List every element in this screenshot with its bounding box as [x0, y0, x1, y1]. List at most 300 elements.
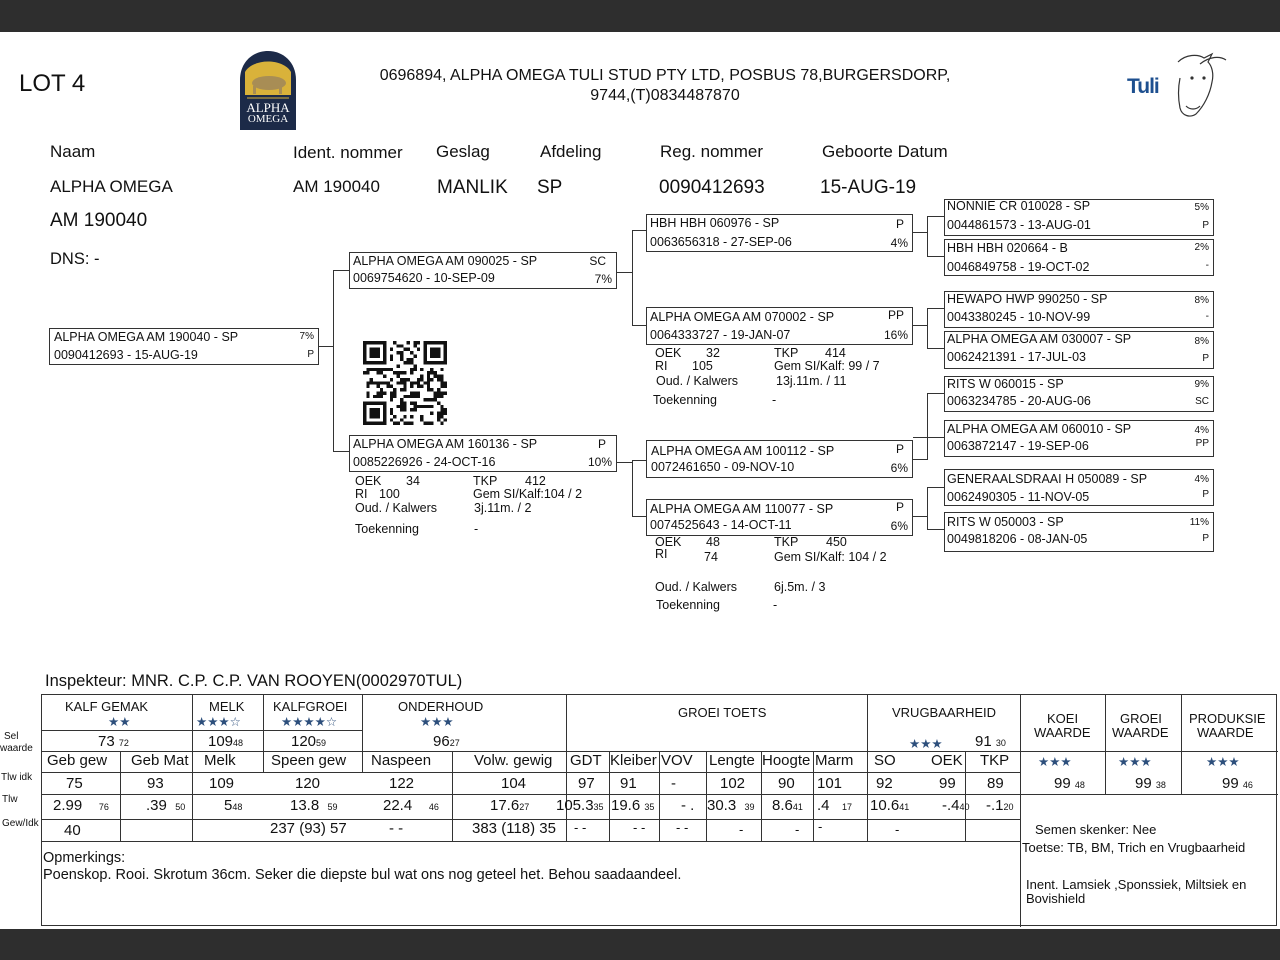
tests-info: Toetse: TB, BM, Trich en Vrugbaarheid — [1022, 840, 1246, 855]
sel-kalfgroei-acc: 59 — [316, 738, 327, 748]
connector-line — [927, 308, 928, 349]
ss-pct: 4% — [890, 236, 908, 250]
sd-oud-value: 13j.11m. / 11 — [776, 374, 847, 388]
connector-line — [913, 325, 928, 326]
sel-vrugbaarheid-acc: 30 — [995, 738, 1006, 748]
tlw-oek-acc: 40 — [959, 802, 970, 812]
dam-oek-label: OEK — [355, 474, 382, 488]
pedigree-subject — [49, 328, 319, 365]
group-vrugbaarheid: VRUGBAARHEID — [892, 705, 997, 720]
gen4-3-line-1: HEWAPO HWP 990250 - SP — [947, 292, 1108, 306]
gen4-1-line-1: NONNIE CR 010028 - SP — [947, 199, 1091, 213]
vaccinations-line-2: Bovishield — [1026, 891, 1086, 906]
subject-code: P — [307, 349, 314, 360]
grid-line — [566, 695, 567, 841]
dd-toek-label: Toekenning — [656, 598, 720, 612]
sel-kalf-gemak — [98, 733, 129, 750]
pedigree-gen4-2 — [944, 239, 1214, 276]
gew-idk-lengte: - — [739, 822, 744, 837]
side-label-tlw-idk: Tlw idk — [1, 772, 33, 783]
gen4-6-line-1: ALPHA OMEGA AM 060010 - SP — [947, 422, 1132, 436]
col-kleiber: Kleiber — [610, 752, 657, 769]
koei-waarde-value: 99 — [1054, 775, 1071, 792]
tlw-kleiber-acc: 35 — [644, 802, 655, 812]
group-groei-line-2: WAARDE — [1112, 725, 1169, 740]
gen4-7-line-2: 0062490305 - 11-NOV-05 — [947, 490, 1090, 504]
gen4-8-code: P — [1202, 533, 1209, 544]
tlw-hoogte — [772, 797, 803, 814]
sel-vrugbaarheid-value: 91 — [975, 733, 992, 750]
grid-line — [965, 751, 966, 841]
gen4-6-line-2: 0063872147 - 19-SEP-06 — [947, 439, 1089, 453]
dam-oud-value: 3j.11m. / 2 — [474, 501, 532, 515]
tlw-oek-value: -.4 — [942, 797, 960, 814]
dd-ri-value: 74 — [704, 550, 718, 564]
tlw-gdt — [556, 797, 604, 814]
stars-kalfgroei: ★★★★☆ — [281, 715, 338, 729]
pedigree-gen4-1 — [944, 199, 1214, 236]
pedigree-dam-dam — [646, 499, 913, 536]
tlw-tkp — [986, 797, 1014, 814]
connector-line — [927, 529, 944, 530]
stars-groei: ★★★ — [1118, 755, 1152, 769]
group-kalf-gemak: KALF GEMAK — [65, 699, 149, 714]
ds-line-1: ALPHA OMEGA AM 100112 - SP — [651, 444, 835, 458]
sd-toek-label: Toekenning — [653, 393, 717, 407]
grid-line — [362, 695, 363, 773]
gen4-4-code: P — [1202, 353, 1209, 364]
col-marm: Marm — [815, 752, 854, 769]
tlw-idk-speen-gew: 120 — [295, 775, 321, 792]
gew-idk-gdt: - - — [574, 820, 587, 835]
pedigree-gen4-3 — [944, 291, 1214, 328]
logo-text-omega: OMEGA — [247, 113, 289, 125]
tlw-so-acc: 41 — [899, 802, 910, 812]
grid-line — [42, 730, 363, 731]
sel-kalfgroei — [291, 733, 326, 750]
col-gdt: GDT — [570, 752, 602, 769]
ds-line-2: 0072461650 - 09-NOV-10 — [651, 460, 795, 474]
pedigree-gen4-7 — [944, 469, 1214, 506]
gen4-5-line-1: RITS W 060015 - SP — [947, 377, 1064, 391]
dam-ri-label: RI — [355, 487, 368, 501]
tlw-speen-gew — [290, 797, 338, 814]
dd-oek-value: 48 — [706, 535, 720, 549]
gen4-8-pct: 11% — [1189, 517, 1209, 528]
grid-line — [452, 751, 453, 841]
connector-line — [632, 460, 633, 517]
sel-melk-value: 109 — [208, 733, 234, 750]
groei-waarde-acc: 38 — [1155, 780, 1166, 790]
label-reg: Reg. nommer — [660, 142, 763, 161]
gew-idk-speen-gew: 237 (93) 57 — [270, 820, 347, 837]
col-lengte: Lengte — [709, 752, 755, 769]
animal-sex: MANLIK — [437, 177, 508, 198]
col-geb-mat: Geb Mat — [131, 752, 189, 769]
gen4-5-line-2: 0063234785 - 20-AUG-06 — [947, 394, 1091, 408]
subject-pct: 7% — [299, 331, 314, 342]
connector-line — [927, 256, 944, 257]
dd-toek-value: - — [773, 598, 778, 612]
dd-oud-label: Oud. / Kalwers — [655, 580, 737, 594]
tlw-idk-oek: 99 — [939, 775, 956, 792]
ds-pct: 6% — [890, 461, 908, 475]
tlw-geb-gew-value: 2.99 — [53, 797, 83, 814]
tlw-oek — [942, 797, 970, 814]
dns-status: DNS: - — [50, 250, 100, 268]
grid-line — [706, 751, 707, 841]
tlw-lengte — [707, 797, 755, 814]
breeder-line-2: 9744,(T)0834487870 — [590, 87, 740, 104]
tlw-naspeen-value: 22.4 — [383, 797, 413, 814]
dam-tkp-value: 412 — [525, 474, 546, 488]
connector-line — [333, 270, 350, 271]
sire-line-1: ALPHA OMEGA AM 090025 - SP — [353, 254, 538, 268]
dd-tkp-label: TKP — [774, 535, 799, 549]
gen4-5-pct: 9% — [1194, 379, 1209, 390]
group-produksie-line-2: WAARDE — [1197, 725, 1254, 740]
group-koei-line-2: WAARDE — [1034, 725, 1091, 740]
tlw-naspeen — [383, 797, 439, 814]
pedigree-dam — [349, 435, 617, 472]
gen4-4-line-1: ALPHA OMEGA AM 030007 - SP — [947, 332, 1132, 346]
connector-line — [927, 437, 928, 460]
grid-line — [1105, 695, 1106, 794]
connector-line — [927, 216, 944, 217]
tlw-lengte-acc: 39 — [744, 802, 755, 812]
gen4-4-pct: 8% — [1194, 336, 1209, 347]
sd-ri-value: 105 — [692, 359, 713, 373]
gen4-2-line-2: 0046849758 - 19-OCT-02 — [947, 260, 1090, 274]
tlw-geb-gew — [53, 797, 109, 814]
connector-line — [927, 308, 944, 309]
pedigree-gen4-5 — [944, 376, 1214, 412]
col-naspeen: Naspeen — [371, 752, 432, 769]
gen4-7-line-1: GENERAALSDRAAI H 050089 - SP — [947, 472, 1148, 486]
dd-line-1: ALPHA OMEGA AM 110077 - SP — [650, 502, 834, 516]
grid-line — [1020, 695, 1021, 927]
sel-onderhoud-value: 96 — [433, 733, 450, 750]
koei-waarde-acc: 48 — [1074, 780, 1085, 790]
ss-code: P — [895, 217, 904, 231]
connector-line — [632, 516, 646, 517]
logo-text-alpha: ALPHA — [246, 100, 290, 115]
col-so: SO — [874, 752, 896, 769]
tlw-idk-vov: - — [671, 775, 676, 792]
tlw-geb-gew-acc: 76 — [98, 802, 109, 812]
animal-birth: 15-AUG-19 — [820, 177, 917, 198]
subject-line-1: ALPHA OMEGA AM 190040 - SP — [54, 330, 239, 344]
sel-kalfgroei-value: 120 — [291, 733, 317, 750]
sd-gem-si: Gem SI/Kalf: 99 / 7 — [774, 359, 880, 373]
sd-toek-value: - — [772, 393, 777, 407]
tlw-hoogte-value: 8.6 — [772, 797, 793, 814]
col-speen-gew: Speen gew — [271, 752, 347, 769]
tlw-geb-mat — [146, 797, 185, 814]
tlw-volw-gewig — [490, 797, 529, 814]
gew-idk-geb-gew: 40 — [64, 822, 81, 839]
col-tkp: TKP — [980, 752, 1010, 769]
sd-line-1: ALPHA OMEGA AM 070002 - SP — [650, 310, 835, 324]
gen4-1-code: P — [1202, 220, 1209, 231]
connector-line — [927, 487, 928, 530]
gen4-1-pct: 5% — [1194, 202, 1209, 213]
gen4-3-line-2: 0043380245 - 10-NOV-99 — [947, 310, 1091, 324]
sel-kalf-gemak-value: 73 — [98, 733, 115, 750]
tlw-idk-gdt: 97 — [578, 775, 595, 792]
tlw-kleiber-value: 19.6 — [611, 797, 641, 814]
tlw-tkp-acc: 20 — [1003, 802, 1014, 812]
pedigree-sire-sire — [646, 214, 913, 252]
dd-line-2: 0074525643 - 14-OCT-11 — [650, 518, 792, 532]
ss-line-2: 0063656318 - 27-SEP-06 — [650, 235, 792, 249]
group-koei-line-1: KOEI — [1047, 711, 1079, 726]
sd-tkp-value: 414 — [825, 346, 846, 360]
tlw-idk-hoogte: 90 — [778, 775, 795, 792]
stars-produksie: ★★★ — [1206, 755, 1240, 769]
dam-toek-label: Toekenning — [355, 522, 419, 536]
gew-idk-naspeen: - - — [389, 820, 404, 837]
label-section: Afdeling — [540, 142, 602, 161]
group-onderhoud: ONDERHOUD — [398, 699, 484, 714]
top-bar — [0, 0, 1280, 32]
pedigree-dam-sire — [646, 440, 913, 478]
col-oek: OEK — [931, 752, 963, 769]
connector-line — [632, 230, 633, 326]
sel-vrugbaarheid — [975, 733, 1006, 750]
col-vov: VOV — [661, 752, 693, 769]
connector-line — [617, 462, 633, 463]
dd-oud-value: 6j.5m. / 3 — [774, 580, 826, 594]
produksie-waarde — [1222, 775, 1253, 792]
tlw-idk-naspeen: 122 — [389, 775, 415, 792]
connector-line — [913, 516, 928, 517]
tlw-idk-volw-gewig: 104 — [501, 775, 527, 792]
dam-code: P — [597, 437, 606, 451]
remarks-label: Opmerkings: — [43, 850, 126, 866]
sire-code: SC — [589, 254, 606, 268]
stars-melk: ★★★☆ — [196, 715, 241, 729]
gew-idk-marm: - — [818, 819, 823, 834]
sire-line-2: 0069754620 - 10-SEP-09 — [353, 271, 495, 285]
pedigree-gen4-8 — [944, 512, 1214, 552]
sel-kalf-gemak-acc: 72 — [118, 738, 129, 748]
group-kalfgroei: KALFGROEI — [273, 699, 348, 714]
gew-idk-so: - — [895, 822, 900, 837]
connector-line — [927, 393, 944, 394]
gen4-8-line-1: RITS W 050003 - SP — [947, 515, 1064, 529]
tlw-idk-melk: 109 — [209, 775, 235, 792]
dd-gem-si: Gem SI/Kalf: 104 / 2 — [774, 550, 887, 564]
side-label-gew-idk: Gew/Idk — [2, 818, 39, 829]
gen4-3-pct: 8% — [1194, 295, 1209, 306]
lot-number: LOT 4 — [19, 70, 86, 97]
sel-melk-acc: 48 — [233, 738, 244, 748]
tlw-idk-geb-mat: 93 — [147, 775, 164, 792]
animal-section: SP — [537, 177, 563, 198]
tlw-vov: - . — [681, 797, 695, 814]
sd-oek-value: 32 — [706, 346, 720, 360]
vaccinations-line-1: Inent. Lamsiek ,Sponssiek, Miltsiek en — [1026, 877, 1247, 892]
col-hoogte: Hoogte — [762, 752, 811, 769]
tlw-melk — [224, 797, 242, 814]
side-label-waarde: waarde — [0, 743, 33, 754]
gen4-6-pct: 4% — [1194, 425, 1209, 436]
grid-line — [1181, 695, 1182, 794]
tlw-melk-value: 5 — [224, 797, 233, 814]
breeder-info — [330, 66, 1000, 106]
gew-idk-volw-gewig: 383 (118) 35 — [472, 820, 556, 837]
dam-line-2: 0085226926 - 24-OCT-16 — [353, 455, 496, 469]
tlw-idk-lengte: 102 — [720, 775, 746, 792]
group-melk: MELK — [209, 699, 245, 714]
grid-line — [659, 751, 660, 841]
stars-onderhoud: ★★★ — [420, 715, 454, 729]
gen4-3-code: - — [1205, 311, 1209, 322]
grid-line — [867, 695, 868, 841]
animal-ident: AM 190040 — [293, 177, 380, 196]
ss-line-1: HBH HBH 060976 - SP — [650, 216, 780, 230]
animal-ident-large: AM 190040 — [50, 210, 148, 231]
grid-line — [813, 751, 814, 841]
group-produksie-line-1: PRODUKSIE — [1189, 711, 1266, 726]
tlw-idk-geb-gew: 75 — [66, 775, 83, 792]
gen4-7-pct: 4% — [1194, 474, 1209, 485]
animal-reg: 0090412693 — [659, 177, 765, 198]
subject-line-2: 0090412693 - 15-AUG-19 — [54, 348, 198, 362]
dam-ri-value: 100 — [379, 487, 400, 501]
dam-gem-si: Gem SI/Kalf:104 / 2 — [473, 487, 583, 501]
stars-koei: ★★★ — [1038, 755, 1072, 769]
grid-line — [192, 695, 193, 841]
gew-idk-vov: - - — [676, 820, 689, 835]
label-name: Naam — [50, 142, 96, 161]
connector-line — [632, 460, 646, 461]
sire-pct: 7% — [594, 272, 612, 286]
tlw-naspeen-acc: 46 — [428, 802, 439, 812]
dam-pct: 10% — [587, 455, 612, 469]
dd-code: P — [895, 500, 904, 514]
tlw-geb-mat-value: .39 — [146, 797, 167, 814]
tlw-idk-so: 92 — [876, 775, 893, 792]
bottom-bar — [0, 929, 1280, 960]
connector-line — [913, 459, 928, 460]
connector-line — [333, 451, 350, 452]
connector-line — [632, 325, 646, 326]
dd-oek-label: OEK — [655, 535, 682, 549]
connector-line — [927, 487, 944, 488]
grid-line — [42, 772, 1020, 773]
dam-tkp-label: TKP — [473, 474, 498, 488]
dam-oud-label: Oud. / Kalwers — [355, 501, 437, 515]
connector-line — [318, 346, 334, 347]
tlw-idk-tkp: 89 — [987, 775, 1004, 792]
gen4-2-pct: 2% — [1194, 242, 1209, 253]
tlw-marm-acc: 17 — [842, 802, 853, 812]
tlw-geb-mat-acc: 50 — [175, 802, 186, 812]
animal-name: ALPHA OMEGA — [50, 177, 173, 196]
inspector: Inspekteur: MNR. C.P. C.P. VAN ROOYEN(0002970TUL) — [45, 672, 463, 690]
col-volw-gewig: Volw. gewig — [474, 752, 553, 769]
koei-waarde — [1054, 775, 1085, 792]
produksie-waarde-acc: 46 — [1242, 780, 1253, 790]
dam-toek-value: - — [474, 522, 479, 536]
grid-line — [42, 794, 1278, 795]
connector-line — [913, 437, 944, 438]
tlw-marm — [817, 797, 852, 814]
connector-line — [913, 232, 928, 233]
dd-ri-label: RI — [655, 547, 668, 561]
sel-onderhoud — [433, 733, 460, 750]
gew-idk-kleiber: - - — [633, 820, 646, 835]
tlw-idk-marm: 101 — [817, 775, 843, 792]
tlw-idk-kleiber: 91 — [620, 775, 637, 792]
tlw-tkp-value: -.1 — [986, 797, 1004, 814]
dam-line-1: ALPHA OMEGA AM 160136 - SP — [353, 437, 538, 451]
groei-waarde-value: 99 — [1135, 775, 1152, 792]
sd-tkp-label: TKP — [774, 346, 799, 360]
pedigree-sire-dam — [646, 307, 913, 345]
groei-waarde — [1135, 775, 1166, 792]
sel-melk — [208, 733, 243, 750]
qr-code — [362, 341, 448, 425]
grid-line — [120, 751, 121, 841]
gew-idk-hoogte: - — [795, 822, 800, 837]
connector-line — [927, 216, 928, 257]
tuli-brand-text: Tuli — [1127, 75, 1159, 98]
tlw-marm-value: .4 — [817, 797, 830, 814]
dam-oek-value: 34 — [406, 474, 420, 488]
tlw-melk-acc: 48 — [232, 802, 243, 812]
col-geb-gew: Geb gew — [47, 752, 108, 769]
connector-line — [927, 393, 928, 438]
sd-ri-label: RI — [655, 359, 668, 373]
connector-line — [632, 230, 646, 231]
breeder-line-1: 0696894, ALPHA OMEGA TULI STUD PTY LTD, POSBUS 78,BURGERSDORP, — [379, 67, 951, 84]
sd-pct: 16% — [883, 328, 908, 342]
sd-code: PP — [887, 308, 904, 322]
gen4-7-code: P — [1202, 489, 1209, 500]
connector-line — [617, 272, 633, 273]
gen4-8-line-2: 0049818206 - 08-JAN-05 — [947, 532, 1088, 546]
sd-line-2: 0064333727 - 19-JAN-07 — [650, 328, 791, 342]
connector-line — [927, 348, 944, 349]
side-label-tlw: Tlw — [2, 794, 18, 805]
pedigree-sire — [349, 252, 617, 289]
tlw-kleiber — [611, 797, 654, 814]
pedigree-gen4-6 — [944, 420, 1214, 457]
pedigree-gen4-4 — [944, 331, 1214, 369]
produksie-waarde-value: 99 — [1222, 775, 1239, 792]
gen4-5-code: SC — [1195, 396, 1209, 407]
connector-line — [333, 270, 334, 452]
group-groei-line-1: GROEI — [1120, 711, 1162, 726]
group-groei-toets: GROEI TOETS — [678, 705, 767, 720]
stars-kalf-gemak: ★★ — [108, 715, 131, 729]
stars-vrugbaarheid: ★★★ — [909, 737, 943, 751]
tlw-speen-gew-acc: 59 — [327, 802, 338, 812]
sel-onderhoud-acc: 27 — [449, 738, 460, 748]
tlw-volw-gewig-acc: 27 — [519, 802, 530, 812]
ds-code: P — [895, 442, 904, 456]
dd-tkp-value: 450 — [826, 535, 847, 549]
label-ident: Ident. nommer — [293, 143, 403, 162]
tlw-lengte-value: 30.3 — [707, 797, 737, 814]
tlw-speen-gew-value: 13.8 — [290, 797, 320, 814]
gen4-2-code: - — [1205, 260, 1209, 271]
col-melk: Melk — [204, 752, 236, 769]
gen4-2-line-1: HBH HBH 020664 - B — [947, 241, 1068, 255]
